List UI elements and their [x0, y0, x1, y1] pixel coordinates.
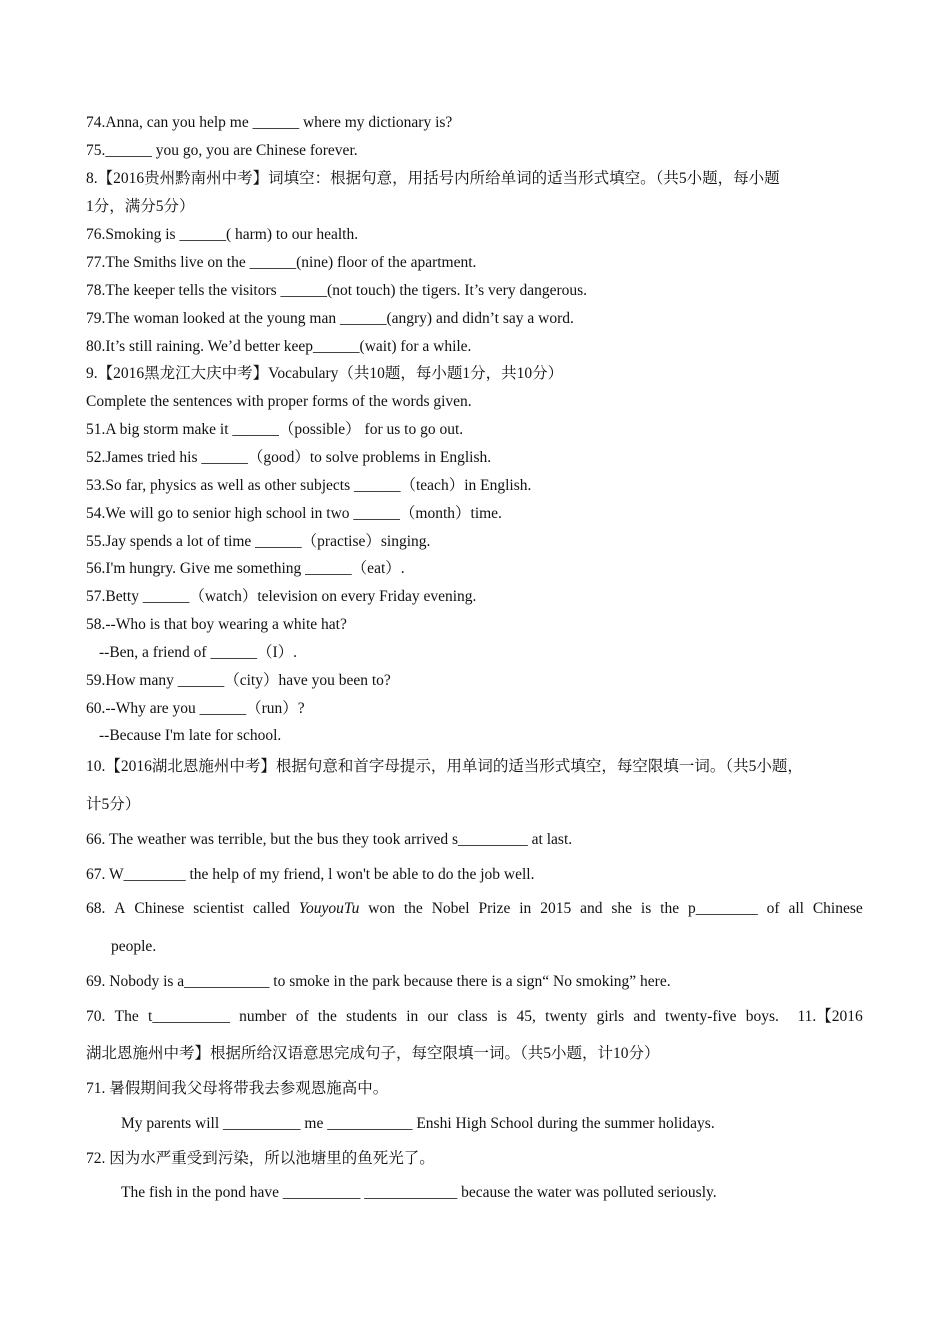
question-76: 76.Smoking is ______( harm) to our health. [86, 226, 359, 243]
question-53: 53.So far, physics as well as other subjects ______（teach）in English. [86, 477, 532, 494]
q68-word: 2015 [540, 900, 572, 917]
q70-word: number [239, 1008, 287, 1025]
question-80: 80.It’s still raining. We’d better keep______(wait) for a while. [86, 338, 472, 355]
q68-word: Chinese [134, 900, 185, 917]
question-57: 57.Betty ______（watch）television on every Friday evening. [86, 588, 477, 605]
question-70 [86, 1007, 863, 1027]
question-77: 77.The Smiths live on the ______(nine) floor of the apartment. [86, 254, 477, 271]
q70-word: students [346, 1008, 397, 1025]
q70-word: is [496, 1008, 508, 1025]
question-66: 66. The weather was terrible, but the bus they took arrived s_________ at last. [86, 831, 573, 848]
q70-word: t__________ [148, 1008, 230, 1025]
q70-word: and [633, 1008, 656, 1025]
question-71: 71. 暑假期间我父母将带我去参观恩施高中。 [86, 1080, 389, 1097]
question-54: 54.We will go to senior high school in two ______（month）time. [86, 505, 502, 522]
q68-word: and [580, 900, 603, 917]
q70-word: boys. [745, 1008, 779, 1025]
q70-word: twenty [545, 1008, 588, 1025]
q70-word: our [427, 1008, 449, 1025]
q68-word: the [403, 900, 423, 917]
q70-word: 45, [516, 1008, 536, 1025]
q68-word: called [252, 900, 290, 917]
question-56: 56.I'm hungry. Give me something ______（eat）. [86, 560, 405, 577]
q68-word: won [368, 900, 395, 917]
q68-word: the [660, 900, 680, 917]
question-60-answer: --Because I'm late for school. [99, 727, 282, 744]
section-9-instruction: Complete the sentences with proper forms of the words given. [86, 393, 472, 410]
q70-word: 70. [86, 1008, 106, 1025]
q70-word: class [457, 1008, 488, 1025]
q68-word: all [788, 900, 804, 917]
question-74: 74.Anna, can you help me ______ where my dictionary is? [86, 114, 453, 131]
section-10-heading: 10.【2016湖北恩施州中考】根据句意和首字母提示，用单词的适当形式填空，每空限填一词。（共5小题， [86, 758, 803, 775]
q70-word: the [317, 1008, 337, 1025]
question-68-cont: people. [111, 938, 157, 955]
q68-word: scientist [193, 900, 244, 917]
question-78: 78.The keeper tells the visitors ______(not touch) the tigers. It’s very dangerous. [86, 282, 588, 299]
section-10-heading-cont: 计5分） [86, 796, 141, 813]
q70-word: The [114, 1008, 139, 1025]
q68-word: A [114, 900, 126, 917]
question-58: 58.--Who is that boy wearing a white hat? [86, 616, 347, 633]
q68-word: Nobel [431, 900, 470, 917]
q68-word: Prize [478, 900, 511, 917]
q70-word: girls [596, 1008, 625, 1025]
q68-name: YouyouTu [298, 900, 360, 917]
q68-word: she [611, 900, 633, 917]
question-60: 60.--Why are you ______（run）? [86, 700, 305, 717]
q70-word: in [406, 1008, 419, 1025]
q70-word: twenty-five [665, 1008, 737, 1025]
section-9-heading: 9.【2016黑龙江大庆中考】Vocabulary（共10题，每小题1分，共10分） [86, 365, 564, 382]
q68-word: of [766, 900, 780, 917]
question-55: 55.Jay spends a lot of time ______（practise）singing. [86, 533, 431, 550]
question-72-sentence: The fish in the pond have __________ ____________ because the water was polluted seriously. [121, 1184, 717, 1201]
question-69: 69. Nobody is a___________ to smoke in the park because there is a sign“ No smoking” here. [86, 973, 671, 990]
q68-word: p________ [687, 900, 758, 917]
question-75: 75.______ you go, you are Chinese forever. [86, 142, 358, 159]
question-71-sentence: My parents will __________ me ___________ Enshi High School during the summer holidays. [121, 1115, 715, 1132]
question-79: 79.The woman looked at the young man ______(angry) and didn’t say a word. [86, 310, 574, 327]
q68-word: 68. [86, 900, 106, 917]
question-72: 72. 因为水严重受到污染，所以池塘里的鱼死光了。 [86, 1150, 435, 1167]
q70-word: of [295, 1008, 309, 1025]
section-8-heading: 8.【2016贵州黔南州中考】词填空：根据句意，用括号内所给单词的适当形式填空。（共5小题，每小题 [86, 170, 780, 187]
question-68 [86, 899, 863, 919]
question-52: 52.James tried his ______（good）to solve problems in English. [86, 449, 492, 466]
question-67: 67. W________ the help of my friend, l won't be able to do the job well. [86, 866, 535, 883]
question-58-answer: --Ben, a friend of ______（I）. [99, 644, 298, 661]
q68-word: Chinese [812, 900, 863, 917]
q68-word: is [640, 900, 652, 917]
section-8-heading-cont: 1分，满分5分） [86, 198, 195, 215]
section-11-heading-cont: 湖北恩施州中考】根据所给汉语意思完成句子，每空限填一词。（共5小题，计10分） [86, 1045, 660, 1062]
question-59: 59.How many ______（city）have you been to? [86, 672, 391, 689]
section-11-heading-start: 11.【2016 [797, 1008, 863, 1025]
q68-word: in [519, 900, 532, 917]
question-51: 51.A big storm make it ______（possible） for us to go out. [86, 421, 464, 438]
